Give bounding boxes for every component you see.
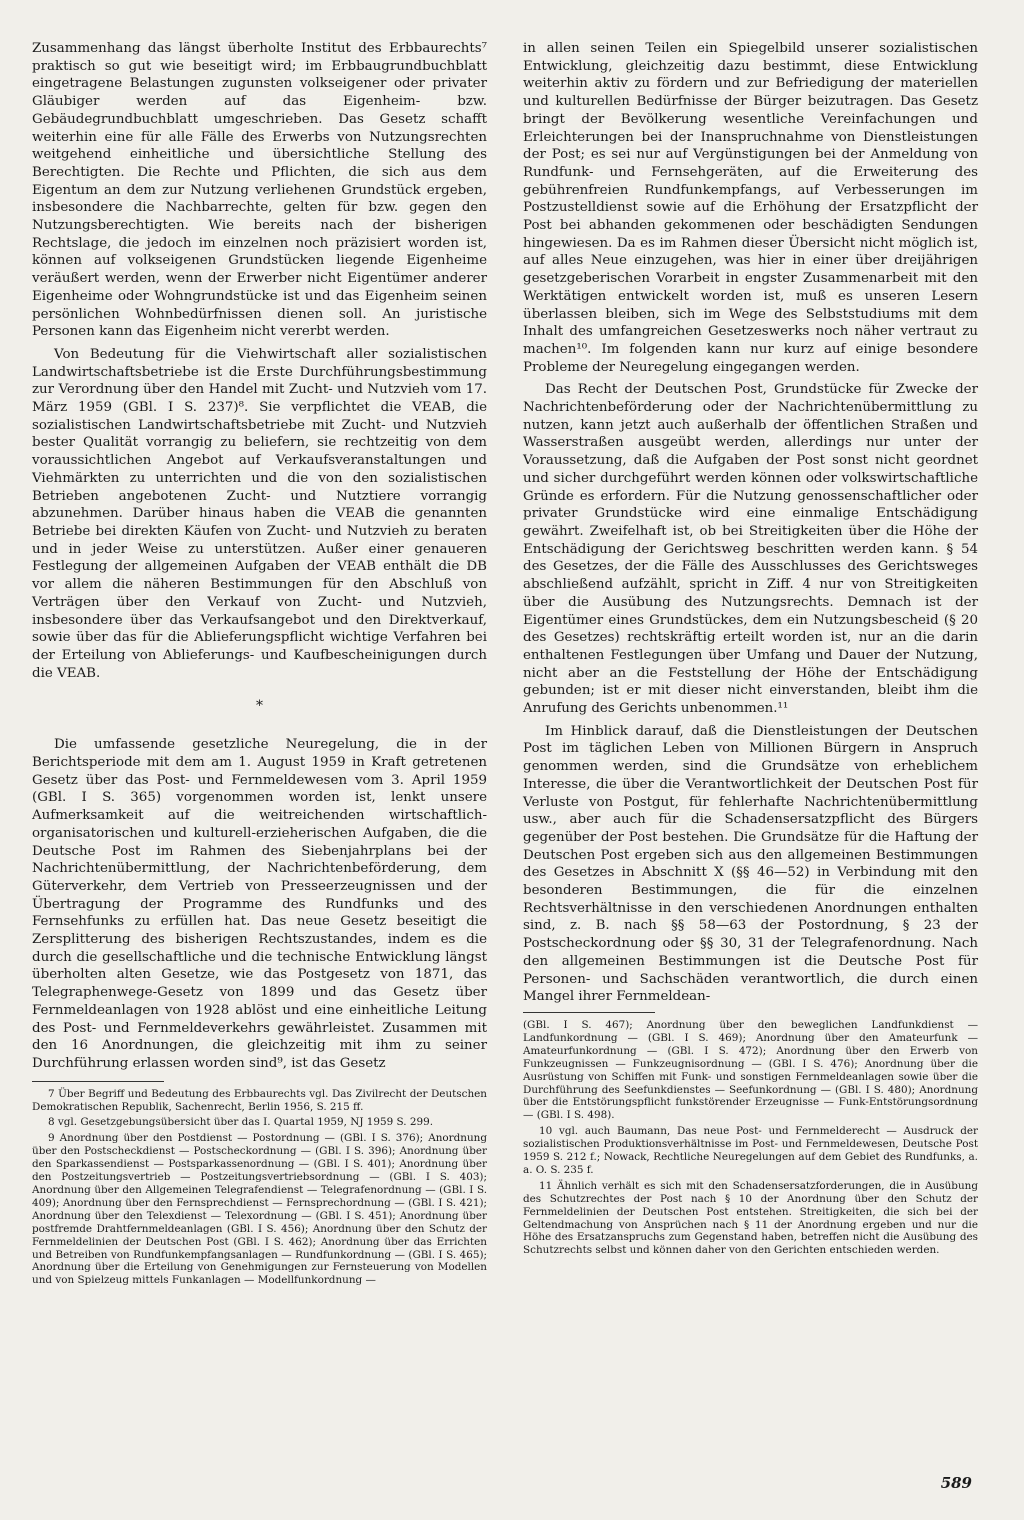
page-number: 589 xyxy=(940,1474,972,1492)
page xyxy=(32,40,978,1480)
paragraph: in allen seinen Teilen ein Spiegelbild unserer sozialistischen Entwicklung, gleichzeitig dazu bestimmt, diese Entwicklung weiterhin aktiv zu fördern und zur Befriedigung der materiellen und kulturellen Bedürfnisse der Bürger beizutragen. Das Gesetz bringt der Bevölkerung wesentliche Vereinfachungen und Erleichterungen bei der Inanspruchnahme von Dienstleistungen der Post; es sei nur auf Vergünstigungen bei der Anmeldung von Rundfunk- und Fernsehgeräten, auf die Erweiterung des gebührenfreien Rundfunkempfangs, auf Verbesserungen im Postzustelldienst sowie auf die Erhöhung der Ersatzpflicht der Post bei abhanden gekommenen oder beschädigten Sendungen hingewiesen. Da es im Rahmen dieser Übersicht nicht möglich ist, auf alles Neue einzugehen, was hier in einer über dreijährigen gesetzgeberischen Vorarbeit in engster Zusammenarbeit mit den Werktätigen entwickelt worden ist, muß es unseren Lesern überlassen bleiben, sich im Wege des Selbststudiums mit dem Inhalt des umfangreichen Gesetzeswerks noch näher vertraut zu machen¹⁰. Im folgenden kann nur kurz auf einige besondere Probleme der Neuregelung eingegangen werden. xyxy=(523,41,978,375)
paragraph: Von Bedeutung für die Viehwirtschaft aller sozialistischen Landwirtschaftsbetriebe ist die Erste Durchführungsbestimmung zur Verordnung über den Handel mit Zucht- und Nutzvieh vom 17. März 1959 (GBl. I S. 237)⁸. Sie verpflichtet die VEAB, die sozialistischen Landwirtschaftsbetriebe mit Zucht- und Nutzvieh bester Qualität vorrangig zu beliefern, sie rechtzeitig von dem voraussichtlichen Angebot auf Verkaufsveranstaltungen und Viehmärkten zu unterrichten und die von den sozialistischen Betrieben angebotenen Zucht- und Nutztiere vorrangig abzunehmen. Darüber hinaus haben die VEAB die genannten Betriebe bei direkten Käufen von Zucht- und Nutzvieh zu beraten und in jeder Weise zu unterstützen. Außer einer genaueren Festlegung der allgemeinen Aufgaben der VEAB enthält die DB vor allem die näheren Bestimmungen für den Abschluß von Verträgen über den Verkauf von Zucht- und Nutzvieh, insbesondere über das Verkaufsangebot und den Direktverkauf, sowie über das für die Ablieferungspflicht wichtige Verfahren bei der Erteilung von Ablieferungs- und Kaufbescheinigungen durch die VEAB. xyxy=(32,346,487,681)
section-separator: * xyxy=(256,698,263,715)
footnote: 10 vgl. auch Baumann, Das neue Post- und Fernmelderecht — Ausdruck der sozialistischen Produktionsverhältnisse im Post- und Fernmeldewesen, Deutsche Post 1959 S. 212 f.; Nowack, Rechtliche Neuregelungen auf dem Gebiet des Rundfunks, a. a. O. S. 235 f. xyxy=(523,1125,978,1176)
footnote: 8 vgl. Gesetzgebungsübersicht über das I. Quartal 1959, NJ 1959 S. 299. xyxy=(48,1116,434,1129)
footnote: 7 Über Begriff und Bedeutung des Erbbaurechts vgl. Das Zivilrecht der Deutschen Demokratischen Republik, Sachenrecht, Berlin 1956, S. 215 ff. xyxy=(32,1087,487,1113)
footnote-rule xyxy=(32,1081,164,1082)
right-column xyxy=(523,40,978,1480)
footnote: 9 Anordnung über den Postdienst — Postordnung — (GBl. I S. 376); Anordnung über den Postscheckdienst — Postscheckordnung — (GBl. I S. 396); Anordnung über den Sparkassendienst — Postsparkassenordnung — (GBl. I S. 401); Anordnung über den Postzeitungsvertrieb — Postzeitungsvertriebsordnung — (GBl. I S. 403); Anordnung über den Allgemeinen Telegrafendienst — Telegrafenordnung — (GBl. I S. 409); Anordnung über den Fernsprechdienst — Fernsprechordnung — (GBl. I S. 421); Anordnung über den Telexdienst — Telexordnung — (GBl. I S. 451); Anordnung über postfremde Drahtfernmeldeanlagen (GBl. I S. 456); Anordnung über den Schutz der Fernmeldelinien der Deutschen Post (GBl. I S. 462); Anordnung über das Errichten und Betreiben von Rundfunkempfangsanlagen — Rundfunkordnung — (GBl. I S. 465); Anordnung über die Erteilung von Genehmigungen zur Fernsteuerung von Modellen und von Spielzeug mittels Funkanlagen — Modellfunkordnung — xyxy=(32,1132,487,1287)
left-column xyxy=(32,40,487,1480)
paragraph: Die umfassende gesetzliche Neuregelung, die in der Berichtsperiode mit dem am 1. August 1959 in Kraft getretenen Gesetz über das Post- und Fernmeldewesen vom 3. April 1959 (GBl. I S. 365) vorgenommen worden ist, lenkt unsere Aufmerksamkeit auf die weitreichenden wirtschaftlich-organisatorischen und kulturell-erzieherischen Aufgaben, die die Deutsche Post im Rahmen des Siebenjahrplans bei der Nachrichtenübermittlung, der Nachrichtenbeförderung, dem Güterverkehr, dem Vertrieb von Presseerzeugnissen und der Übertragung der Programme des Rundfunks und des Fernsehfunks zu erfüllen hat. Das neue Gesetz beseitigt die Zersplitterung des bisherigen Rechtszustandes, indem es die durch die gesellschaftliche und die technische Entwicklung längst überholten alten Gesetze, wie das Postgesetz von 1871, das Telegraphenwege-Gesetz von 1899 und das Gesetz über Fernmeldeanlagen von 1928 ablöst und eine einheitliche Leitung des Post- und Fernmeldeverkehrs gewährleistet. Zusammen mit den 16 Anordnungen, die gleichzeitig mit ihm zu seiner Durchführung erlassen worden sind⁹, ist das Gesetz xyxy=(32,737,487,1071)
footnote: 11 Ähnlich verhält es sich mit den Schadensersatzforderungen, die in Ausübung des Schutzrechtes der Post nach § 10 der Anordnung über den Schutz der Fernmeldelinien der Deutschen Post entstehen. Streitigkeiten, die sich bei der Geltendmachung von Ansprüchen nach § 11 der Anordnung ergeben und nur die Höhe des Ersatzanspruchs zum Gegenstand haben, betreffen nicht die Ausübung des Schutzrechts selbst und können daher von den Gerichten entschieden werden. xyxy=(523,1179,978,1257)
footnote: (GBl. I S. 467); Anordnung über den beweglichen Landfunkdienst — Landfunkordnung — (GBl. I S. 469); Anordnung über den Amateurfunk — Amateurfunkordnung — (GBl. I S. 472); Anordnung über den Erwerb von Funkzeugnissen — Funkzeugnisordnung — (GBl. I S. 476); Anordnung über die Ausrüstung von Schiffen mit Funk- und sonstigen Fernmeldeanlagen sowie über die Durchführung des Seefunkdienstes — Seefunkordnung — (GBl. I S. 480); Anordnung über die Entstörungspflicht funkstörender Erzeugnisse — Funk-Entstörungsordnung — (GBl. I S. 498). xyxy=(523,1018,978,1122)
paragraph: Zusammenhang das längst überholte Institut des Erbbaurechts⁷ praktisch so gut wie beseitigt wird; im Erbbaugrundbuchblatt eingetragene Belastungen zugunsten volkseigener oder privater Gläubiger werden auf das Eigenheim- bzw. Gebäudegrundbuchblatt umgeschrieben. Das Gesetz schafft weiterhin eine für alle Fälle des Erwerbs von Nutzungsrechten weitgehend einheitliche und übersichtliche Stellung des Berechtigten. Die Rechte und Pflichten, die sich aus dem Eigentum an dem zur Nutzung verliehenen Grundstück ergeben, insbesondere die Nachbarrechte, gelten für bzw. gegen den Nutzungsberechtigten. Wie bereits nach der bisherigen Rechtslage, die jedoch im einzelnen noch präzisiert worden ist, können auf volkseigenen Grundstücken liegende Eigenheime veräußert werden, wenn der Erwerber nicht Eigentümer anderer Eigenheime oder Wohngrundstücke ist und das Eigenheim seinen persönlichen Wohnbedürfnissen dienen soll. An juristische Personen kann das Eigenheim nicht vererbt werden. xyxy=(32,41,487,340)
paragraph: Im Hinblick darauf, daß die Dienstleistungen der Deutschen Post im täglichen Leben von Millionen Bürgern in Anspruch genommen werden, sind die Grundsätze von erheblichem Interesse, die über die Verantwortlichkeit der Deutschen Post für Verluste von Postgut, für fehlerhafte Nachrichtenübermittlung usw., aber auch für die Schadensersatzpflicht des Bürgers gegenüber der Post bestehen. Die Grundsätze für die Haftung der Deutschen Post ergeben sich aus den allgemeinen Bestimmungen des Gesetzes in Abschnitt X (§§ 46—52) in Verbindung mit den besonderen Bestimmungen, die für die einzelnen Rechtsverhältnisse in den verschiedenen Anordnungen enthalten sind, z. B. nach §§ 58—63 der Postordnung, § 23 der Postscheckordnung oder §§ 30, 31 der Telegrafenordnung. Nach den allgemeinen Bestimmungen ist die Deutsche Post für Personen- und Sachschäden verantwortlich, die durch einen Mangel ihrer Fernmeldean- xyxy=(523,723,978,1005)
footnote-rule xyxy=(523,1012,655,1013)
paragraph: Das Recht der Deutschen Post, Grundstücke für Zwecke der Nachrichtenbeförderung oder der Nachrichtenübermittlung zu nutzen, kann jetzt auch außerhalb der öffentlichen Straßen und Wasserstraßen ausgeübt werden, allerdings nur unter der Voraussetzung, daß die Aufgaben der Post sonst nicht geordnet und sicher durchgeführt werden können oder volkswirtschaftliche Gründe es erfordern. Für die Nutzung genossenschaftlicher oder privater Grundstücke wird eine einmalige Entschädigung gewährt. Zweifelhaft ist, ob bei Streitigkeiten über die Höhe der Entschädigung der Gerichtsweg beschritten werden kann. § 54 des Gesetzes, der die Fälle des Ausschlusses des Gerichtsweges abschließend aufzählt, spricht in Ziff. 4 nur von Streitigkeiten über die Ausübung des Nutzungsrechts. Demnach ist der Eigentümer eines Grundstückes, dem ein Nutzungsbescheid (§ 20 des Gesetzes) rechtskräftig erteilt worden ist, nur an die darin enthaltenen Festlegungen über Umfang und Dauer der Nutzung, nicht aber an die Feststellung der Höhe der Entschädigung gebunden; ist er mit dieser nicht einverstanden, bleibt ihm die Anrufung des Gerichts unbenommen.¹¹ xyxy=(523,382,978,717)
